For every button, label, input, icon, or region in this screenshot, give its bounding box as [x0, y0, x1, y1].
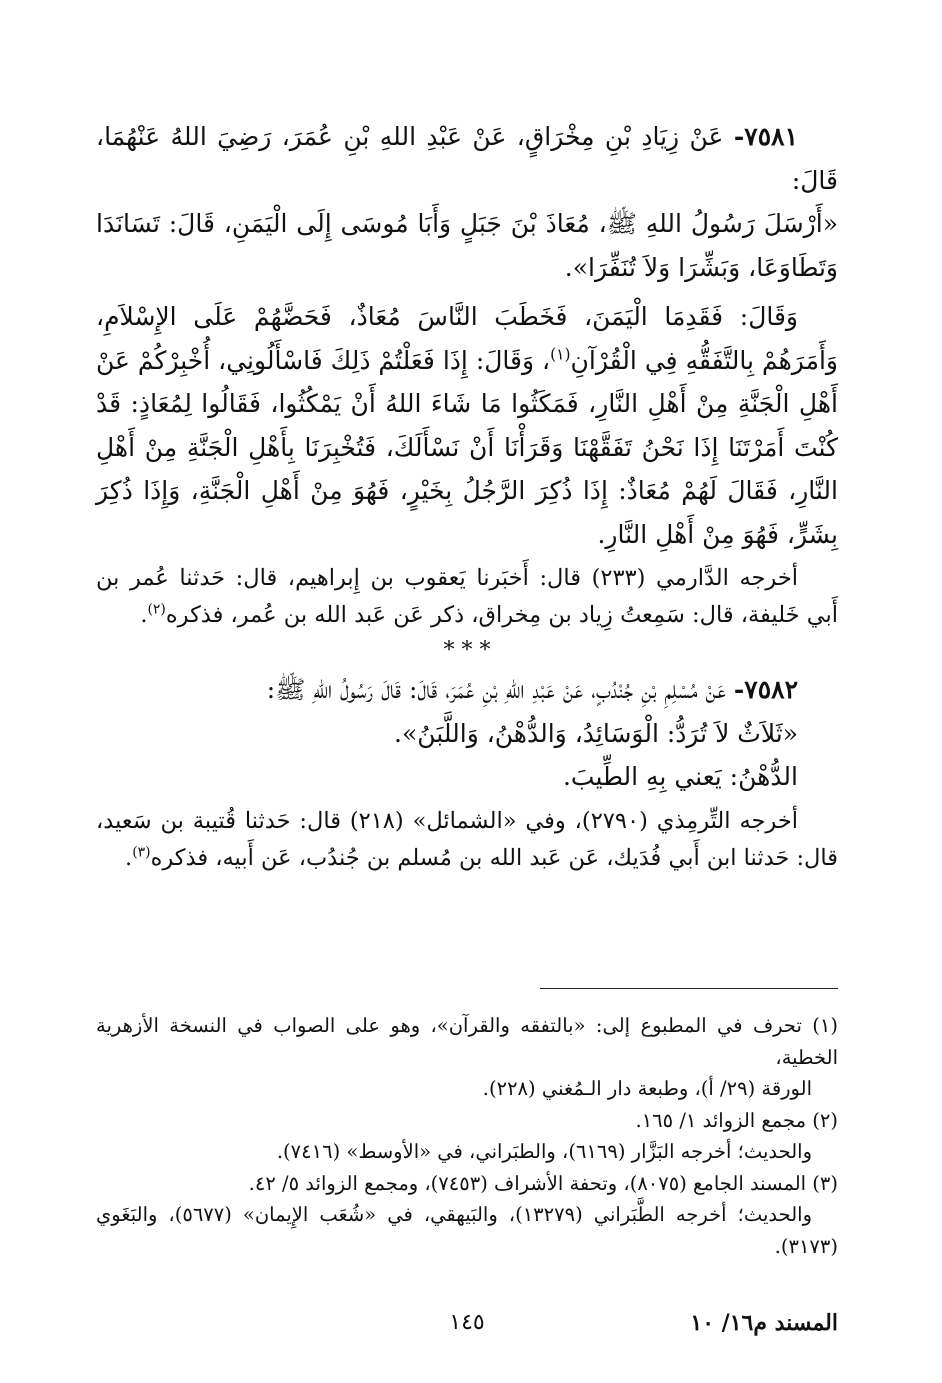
footnotes	[96, 1010, 838, 1262]
continuation-text: ، وَقَالَ: إِذَا فَعَلْتُمْ ذَلِكَ فَاسْأَلُونِي، أُخْبِرْكُمْ عَنْ أَهْلِ الْجَنَّةِ مِنْ أَهْلِ النَّارِ، فَمَكَثُوا مَا شَاءَ اللهُ أَنْ يَمْكُثُوا، فَقَالُوا لِمُعَاذٍ: قَدْ كُنْتَ أَمَرْتَنَا إِذَا نَحْنُ تَفَقَّهْنَا وَقَرَأْنَا أَنْ نَسْأَلَكَ، فَتُخْبِرَنَا بِأَهْلِ الْجَنَّةِ مِنْ أَهْلِ النَّارِ، فَقَالَ لَهُمْ مُعَاذٌ: إِذَا ذُكِرَ الرَّجُلُ بِخَيْرٍ، فَهُوَ مِنْ أَهْلِ الْجَنَّةِ، وَإِذَا ذُكِرَ بِشَرٍّ، فَهُوَ مِنْ أَهْلِ النَّارِ.	[96, 345, 838, 549]
hadith-7581-opening	[96, 115, 838, 202]
hadith-source	[96, 803, 838, 877]
main-text	[96, 115, 838, 877]
hadith-isnad: عَنْ زِيَادِ بْنِ مِخْرَاقٍ، عَنْ عَبْدِ اللهِ بْنِ عُمَرَ، رَضِيَ اللهُ عَنْهُمَا، قَالَ:	[96, 122, 838, 195]
source-end: .	[140, 602, 148, 628]
volume-mark: المسند م١٦/ ١٠	[690, 1310, 838, 1336]
section-separator: * * *	[443, 638, 491, 663]
hadith-number: ٧٥٨١-	[733, 122, 798, 151]
hadith-continuation	[96, 295, 838, 556]
hadith-matn: «أَرْسَلَ رَسُولُ اللهِ ﷺ، مُعَاذَ بْنَ جَبَلٍ وَأَبَا مُوسَى إِلَى الْيَمَنِ، قَالَ: تَسَانَدَا وَتَطَاوَعَا، وَبَشِّرَا وَلاَ تُنَفِّرَا».	[96, 209, 838, 282]
footnote-2-line-1: (٢) مجمع الزوائد ١/ ١٦٥.	[635, 1108, 838, 1132]
hadith-matn: «ثَلاَثٌ لاَ تُرَدُّ: الْوَسَائِدُ، وَالدُّهْنُ، وَاللَّبَنُ».	[394, 718, 798, 748]
hadith-number: ٧٥٨٢-	[733, 675, 798, 704]
hadith-source	[96, 560, 838, 634]
source-end: .	[125, 844, 133, 871]
footnote-3-line-1: (٣) المسند الجامع (٨٠٧٥)، وتحفة الأشراف (٧٤٥٣)، ومجمع الزوائد ٥/ ٤٢.	[248, 1171, 838, 1195]
hadith-explanation: الدُّهْنُ: يَعني بِهِ الطِّيبَ.	[562, 762, 798, 791]
footnote-ref: (٢)	[147, 601, 166, 618]
footnote-ref: (٣)	[132, 844, 151, 860]
page-footer	[96, 1305, 838, 1341]
source-text: أخرجه الدَّارمي (٢٣٣) قال: أَخبَرنا يَعقوب بن إِبراهيم، قال: حَدثنا عُمر بن أَبي خَليفة، قال: سَمِعتُ زِياد بن مِخراق، ذكر عَن عَبد الله بن عُمر، فذكره	[96, 565, 838, 628]
footnote-1-line-2: الورقة (٢٩/ أ)، وطبعة دار الـمُغني (٢٢٨).	[482, 1077, 812, 1100]
footnote-2-line-2: والحديث؛ أخرجه البَزَّار (٦١٦٩)، والطبَراني، في «الأوسط» (٧٤١٦).	[276, 1140, 812, 1163]
footnote-1-line-1: (١) تحرف في المطبوع إلى: «بالتفقه والقرآن»، وهو على الصواب في النسخة الأزهرية الخطية،	[96, 1014, 838, 1069]
footnote-3-line-2: والحديث؛ أخرجه الطَّبَراني (١٣٢٧٩)، والبَيهقي، في «شُعَب الإِيمان» (٥٦٧٧)، والبَغَوي (٣١٧٣).	[96, 1203, 838, 1258]
footnote-divider	[540, 988, 838, 989]
hadith-isnad: عَنْ مُسْلِمِ بْنِ جُنْدُبٍ، عَنْ عَبْدِ اللهِ بْنِ عُمَرَ، قَالَ: قَالَ رَسُولُ اللهِ ﷺ:	[266, 675, 726, 704]
source-text: أخرجه التِّرمِذي (٢٧٩٠)، وفي «الشمائل» (٢١٨) قال: حَدثنا قُتيبة بن سَعيد، قال: حَدثنا ابن أَبي فُدَيك، عَن عَبد الله بن مُسلم بن جُندُب، عَن أَبيه، فذكره	[96, 807, 838, 871]
continuation-text: وَقَالَ: فَقَدِمَا الْيَمَنَ، فَخَطَبَ النَّاسَ مُعَاذٌ، فَحَضَّهُمْ عَلَى الإِسْلاَمِ، وَأَمَرَهُمْ بِالتَّفَقُّهِ فِي الْقُرْآنِ	[96, 302, 838, 375]
page-number: ١٤٥	[449, 1310, 485, 1335]
footnote-ref: (١)	[550, 345, 571, 364]
hadith-7582-opening	[96, 668, 838, 712]
